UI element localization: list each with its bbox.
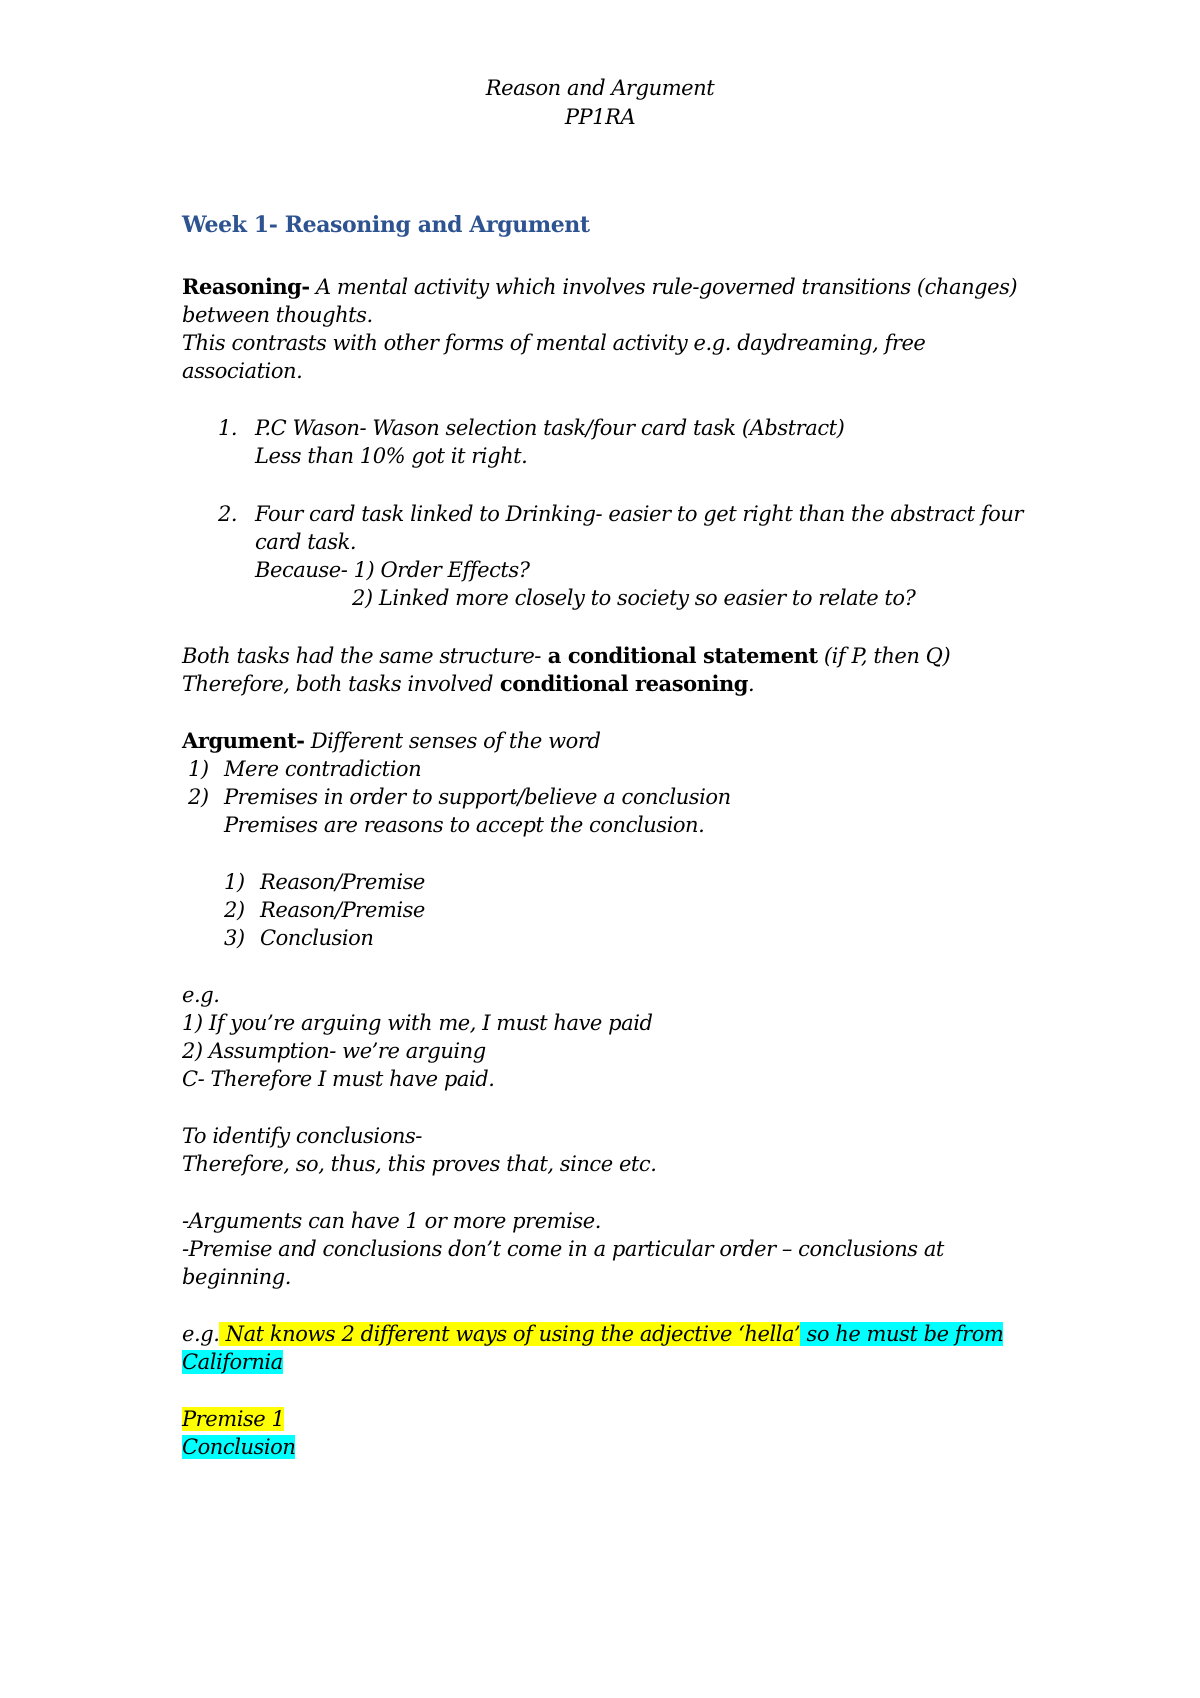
key-premise: Premise 1 <box>182 1407 285 1431</box>
argument-term: Argument- <box>182 728 305 753</box>
task-1-result: Less than 10% got it right. <box>255 444 528 468</box>
premise-number-3: 3) <box>224 926 245 950</box>
header-title: Reason and Argument <box>485 76 715 100</box>
hella-example: e.g. Nat knows 2 different ways of using the adjective ‘hella’ so he must be from <box>182 1322 1004 1346</box>
premise-item-2: Reason/Premise <box>260 898 425 922</box>
task-number-1: 1. <box>218 416 238 440</box>
example-line-3: C- Therefore I must have paid. <box>182 1067 495 1091</box>
structure-line: Both tasks had the same structure- a conditional statement (if P, then Q) <box>182 643 951 668</box>
key-conclusion: Conclusion <box>182 1435 296 1459</box>
sense-number-1: 1) <box>188 757 209 781</box>
premise-item-3: Conclusion <box>260 926 374 950</box>
task-2-reason-2: 2) Linked more closely to society so easier to relate to? <box>352 586 916 610</box>
premise-highlight: Nat knows 2 different ways of using the adjective ‘hella’ <box>219 1322 801 1346</box>
task-2-line-cont: card task. <box>255 530 357 554</box>
reasoning-definition: Reasoning- A mental activity which involves rule-governed transitions (changes) <box>182 274 1018 299</box>
identify-words: Therefore, so, thus, this proves that, since etc. <box>182 1152 657 1176</box>
example-line-1: 1) If you’re arguing with me, I must have paid <box>182 1011 653 1035</box>
conclusion-highlight: so he must be from <box>800 1322 1004 1346</box>
sense-number-2: 2) <box>188 785 209 809</box>
example-label: e.g. <box>182 983 220 1007</box>
premise-item-1: Reason/Premise <box>260 870 425 894</box>
premise-number-1: 1) <box>224 870 245 894</box>
conclusion-highlight-cont: California <box>182 1350 283 1374</box>
task-1-line: P.C Wason- Wason selection task/four card task (Abstract) <box>255 416 845 440</box>
premise-number-2: 2) <box>224 898 245 922</box>
sense-1: Mere contradiction <box>224 757 422 781</box>
reasoning-definition-cont: between thoughts. <box>182 303 373 327</box>
example-line-2: 2) Assumption- we’re arguing <box>182 1039 486 1063</box>
note-line-2: -Premise and conclusions don’t come in a particular order – conclusions at <box>182 1237 944 1261</box>
week-heading: Week 1- Reasoning and Argument <box>182 212 590 238</box>
sense-2-cont: Premises are reasons to accept the conclusion. <box>224 813 705 837</box>
reasoning-contrast: This contrasts with other forms of mental activity e.g. daydreaming, free <box>182 331 926 355</box>
note-line-3: beginning. <box>182 1265 291 1289</box>
task-2-line: Four card task linked to Drinking- easier to get right than the abstract four <box>255 502 1024 526</box>
hella-example-cont <box>182 1348 283 1376</box>
header-course-code: PP1RA <box>564 105 636 129</box>
sense-2: Premises in order to support/believe a conclusion <box>224 785 731 809</box>
task-2-because: Because- 1) Order Effects? <box>255 558 530 582</box>
argument-definition: Argument- Different senses of the word <box>182 728 601 753</box>
task-number-2: 2. <box>218 502 238 526</box>
note-line-1: -Arguments can have 1 or more premise. <box>182 1209 601 1233</box>
reasoning-contrast-cont: association. <box>182 359 303 383</box>
reasoning-term: Reasoning- <box>182 274 310 299</box>
structure-conclusion: Therefore, both tasks involved conditional reasoning. <box>182 671 755 696</box>
identify-heading: To identify conclusions- <box>182 1124 422 1148</box>
